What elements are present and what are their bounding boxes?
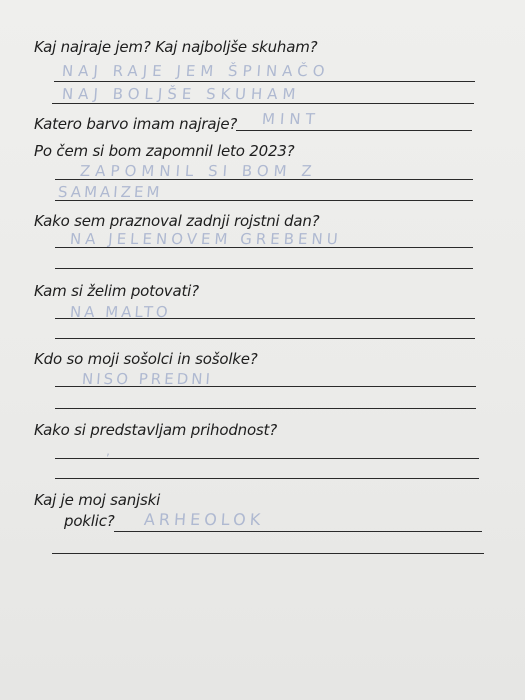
question-dream-job-line1: Kaj je moj sanjski (34, 491, 161, 509)
answer-line (52, 103, 474, 104)
answer-last-birthday: NA JELENOVEM GREBENU (69, 230, 343, 248)
stray-pencil-mark: ‚ (106, 444, 110, 458)
question-future: Kako si predstavljam prihodnost? (34, 421, 277, 439)
question-classmates: Kdo so moji sošolci in sošolke? (34, 350, 258, 368)
answer-dream-job: ARHEOLOK (143, 510, 265, 529)
answer-line (55, 247, 473, 248)
answer-line (55, 408, 476, 409)
answer-line (236, 130, 472, 131)
question-last-birthday: Kako sem praznoval zadnji rojstni dan? (34, 212, 320, 230)
answer-line (55, 458, 479, 459)
answer-best-dish: NAJ BOLJŠE SKUHAM (61, 85, 302, 103)
answer-line (55, 179, 473, 180)
answer-line (114, 531, 482, 532)
answer-line (52, 553, 484, 554)
answer-remember-2023: ZAPOMNIL SI BOM Z (79, 162, 318, 180)
answer-line (55, 478, 479, 479)
answer-favorite-food: NAJ RAJE JEM ŠPINAČO (61, 62, 331, 80)
answer-line (55, 268, 473, 269)
question-favorite-color: Katero barvo imam najraje? (34, 115, 238, 133)
question-travel: Kam si želim potovati? (34, 282, 199, 300)
answer-line (54, 81, 475, 82)
answer-line (55, 338, 475, 339)
answer-line (55, 200, 473, 201)
answer-line (55, 318, 475, 319)
question-favorite-food: Kaj najraje jem? Kaj najboljše skuham? (34, 38, 318, 56)
answer-travel: NA MALTO (69, 303, 172, 321)
question-remember-2023: Po čem si bom zapomnil leto 2023? (34, 142, 295, 160)
answer-remember-2023-cont: SAMAIZEM (57, 183, 164, 201)
answer-favorite-color: MINT (261, 110, 321, 128)
question-dream-job-line2: poklic? (64, 512, 115, 530)
answer-line (55, 386, 476, 387)
answer-classmates: NISO PREDNI (81, 370, 214, 388)
